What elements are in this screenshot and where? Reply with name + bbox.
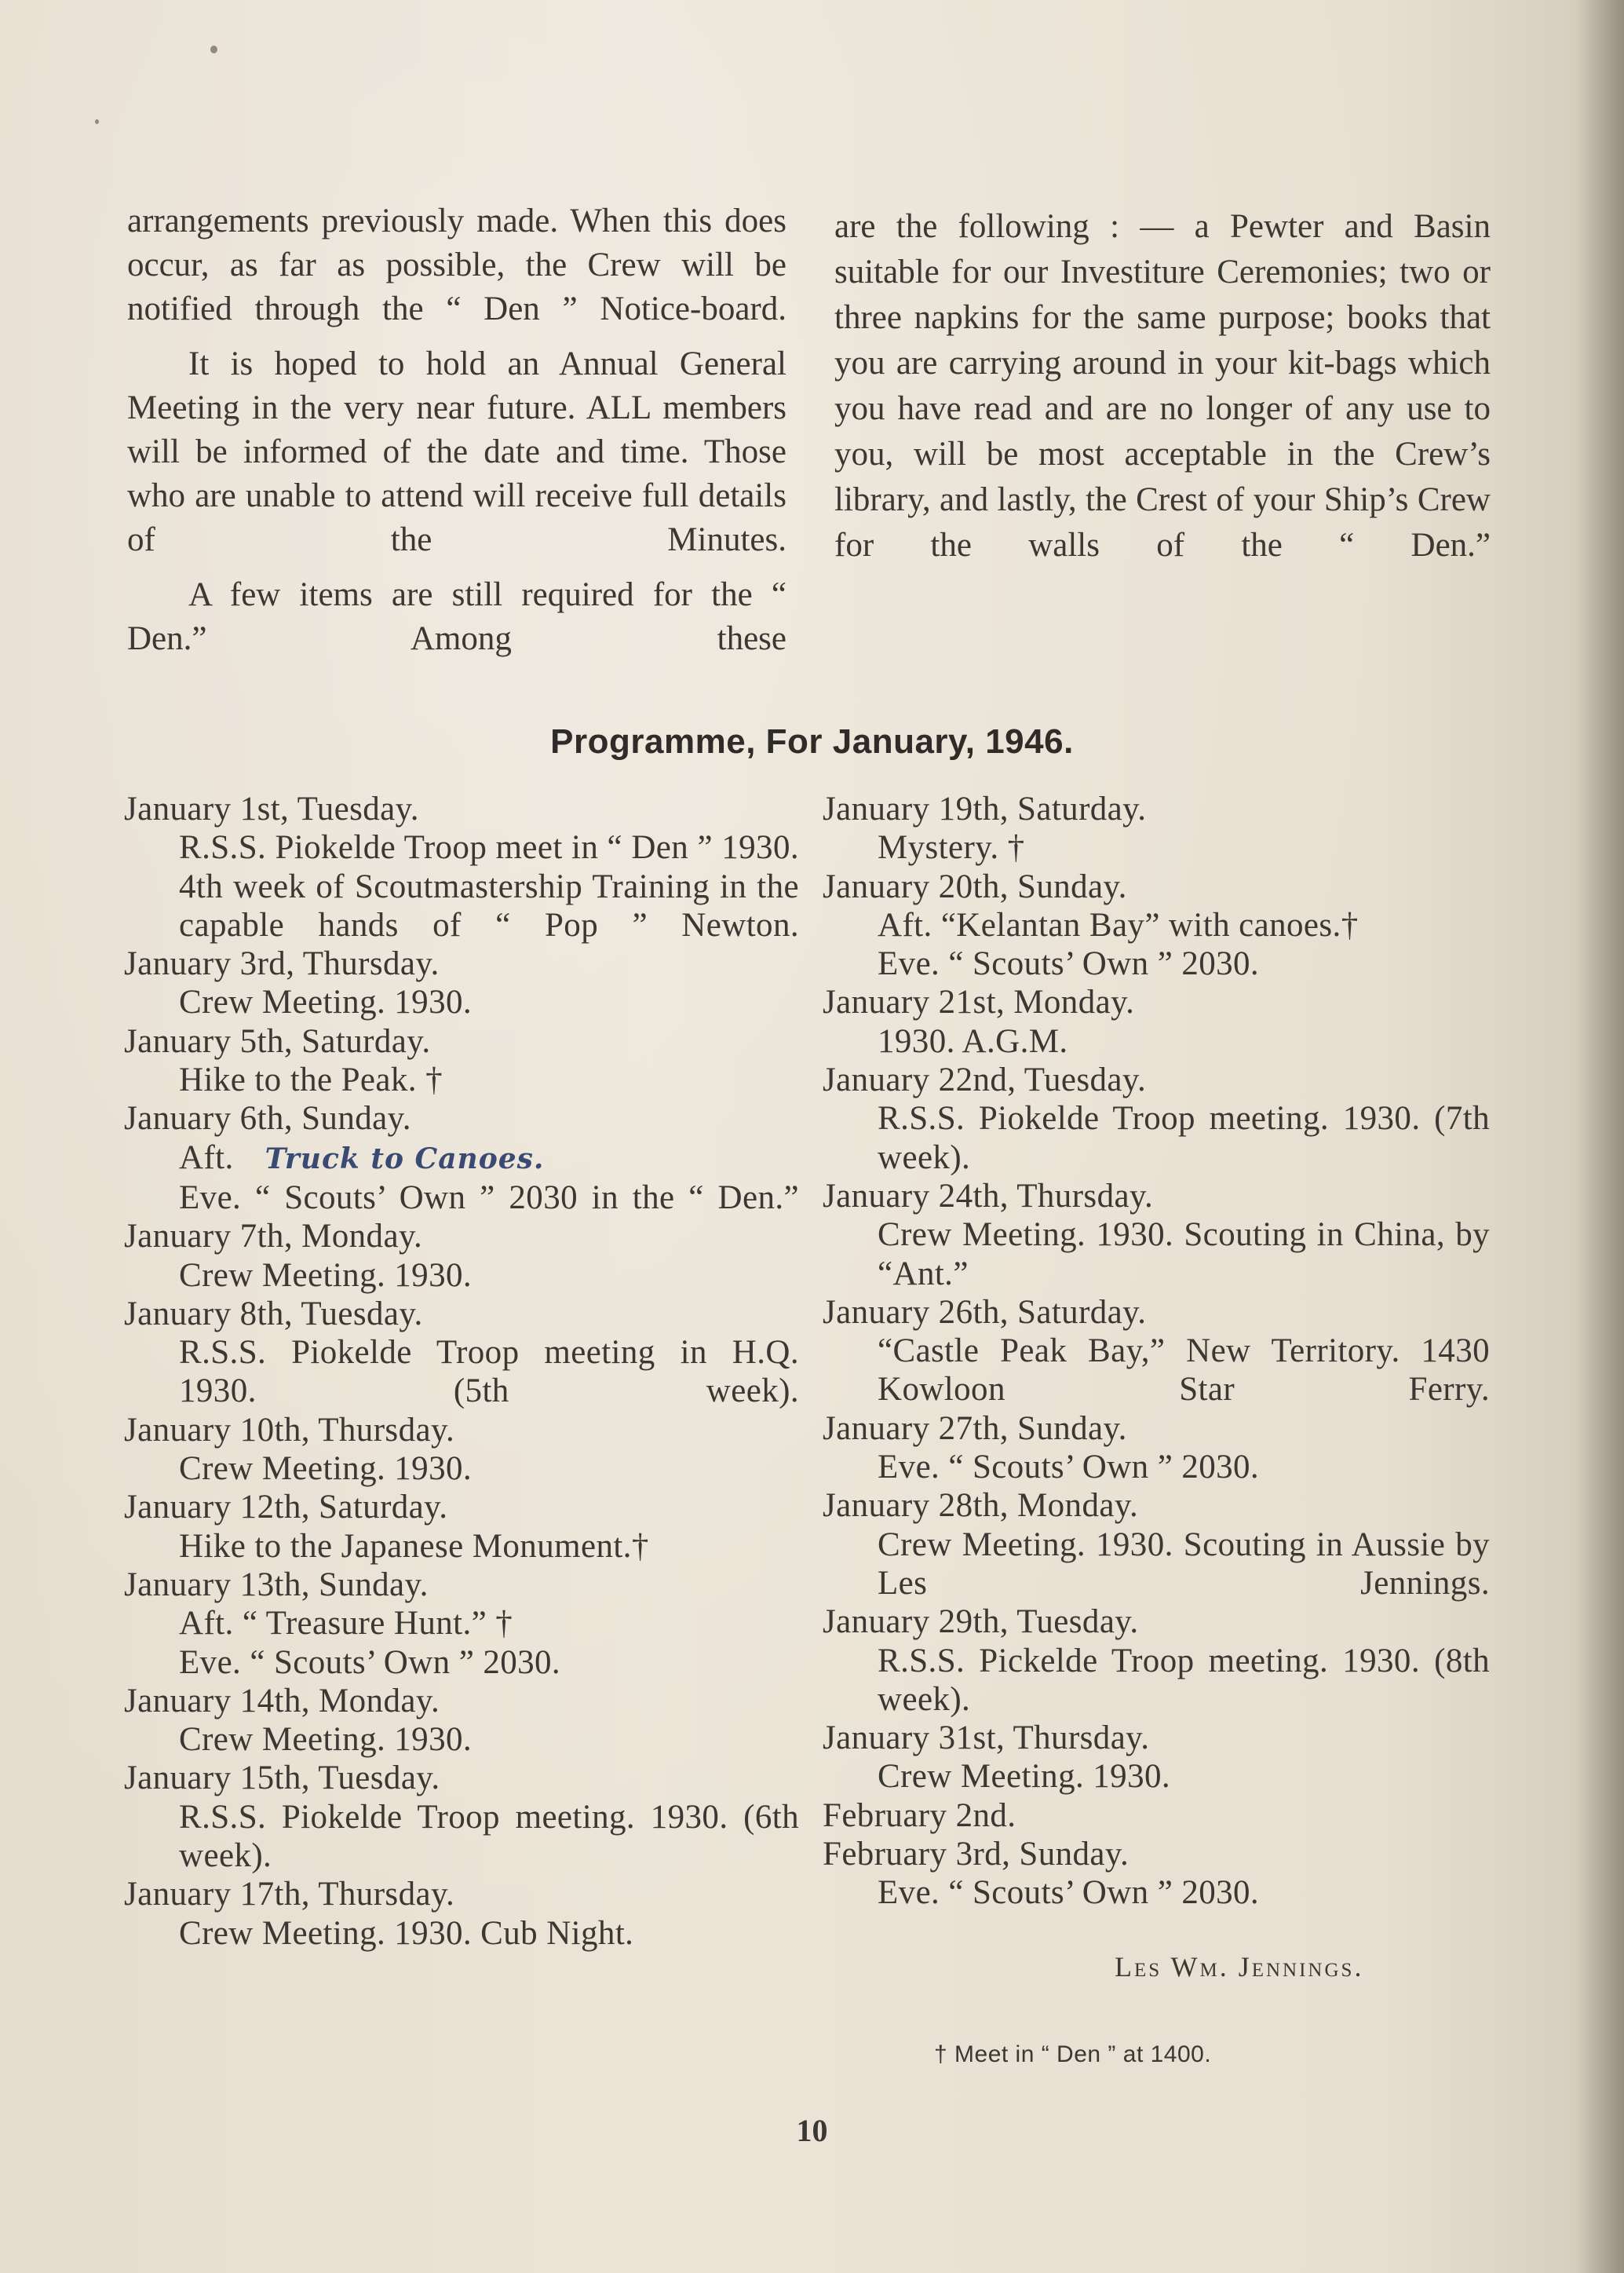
programme-entry [124, 1217, 799, 1295]
entry-detail: Eve. “ Scouts’ Own ” 2030. [179, 1643, 561, 1681]
entry-detail: Aft. Truck to Canoes. [179, 1138, 545, 1176]
programme-entry [823, 983, 1490, 1061]
entry-date: January 10th, Thursday. [124, 1411, 455, 1449]
programme-entry [124, 1488, 799, 1566]
entry-detail: R.S.S. Piokelde Troop meeting. 1930. (6th week). [179, 1798, 799, 1875]
programme-right-column [823, 790, 1490, 1913]
entry-detail: Eve. “ Scouts’ Own ” 2030 in the “ Den.” [179, 1179, 799, 1216]
entry-date: January 31st, Thursday. [823, 1719, 1150, 1757]
entry-detail: Mystery. † [878, 829, 1025, 867]
programme-entry [124, 945, 799, 1022]
programme-entry [124, 1759, 799, 1875]
programme-entry [823, 1177, 1490, 1293]
footnote: † Meet in “ Den ” at 1400. [934, 2041, 1212, 2067]
paper-speck [210, 46, 217, 53]
programme-entry [124, 1566, 799, 1682]
paper-speck [95, 119, 99, 124]
entry-detail: 4th week of Scoutmastership Training in the capable hands of “ Pop ” Newton. [179, 868, 799, 944]
author-signature: Les Wm. Jennings. [1115, 1951, 1364, 1982]
entry-detail: R.S.S. Pickelde Troop meeting. 1930. (8th week). [878, 1642, 1490, 1718]
entry-detail: Eve. “ Scouts’ Own ” 2030. [878, 945, 1260, 983]
entry-detail: Eve. “ Scouts’ Own ” 2030. [878, 1874, 1260, 1912]
entry-date: January 8th, Tuesday. [124, 1295, 423, 1332]
entry-date: January 28th, Monday. [823, 1487, 1139, 1525]
entry-detail: Crew Meeting. 1930. Cub Night. [179, 1914, 634, 1952]
entry-detail: Crew Meeting. 1930. [179, 1721, 473, 1759]
entry-date: January 12th, Saturday. [124, 1489, 448, 1526]
entry-detail: 1930. A.G.M. [878, 1022, 1068, 1060]
entry-date: January 24th, Thursday. [823, 1177, 1154, 1215]
intro-paragraph: are the following : — a Pewter and Basin suitable for our Investiture Ceremonies; two or three napkins for the same purpose; books that you are carrying around in your kit-bags which you have read and are no longer of any use to you, will be most acceptable in the Crew’s library, and lastly, the Crest of your Ship’s Crew for the walls of the “ Den.” [834, 208, 1491, 564]
programme-entry [823, 1061, 1490, 1177]
page-number: 10 [796, 2113, 828, 2148]
entry-date: January 15th, Tuesday. [124, 1760, 440, 1797]
entry-date: January 1st, Tuesday. [124, 791, 419, 828]
intro-paragraph: arrangements previously made. When this does occur, as far as possible, the Crew will be notified through the “ Den ” Notice-board. [127, 203, 786, 327]
programme-entry [823, 1602, 1490, 1719]
programme-heading: Programme, For January, 1946. [550, 722, 1074, 761]
programme-entry [823, 1409, 1490, 1487]
entry-detail: R.S.S. Piokelde Troop meeting in H.Q. 1930. (5th week). [179, 1334, 799, 1410]
handwritten-note: Truck to Canoes. [265, 1142, 545, 1175]
entry-detail: Aft. “Kelantan Bay” with canoes.† [878, 906, 1359, 944]
entry-detail: R.S.S. Piokelde Troop meeting. 1930. (7th week). [878, 1100, 1490, 1176]
entry-detail: Hike to the Japanese Monument.† [179, 1527, 649, 1565]
entry-date: January 6th, Sunday. [124, 1100, 411, 1138]
entry-date: January 17th, Thursday. [124, 1876, 455, 1913]
entry-detail: “Castle Peak Bay,” New Territory. 1430 Kowloon Star Ferry. [878, 1332, 1490, 1409]
entry-detail: R.S.S. Piokelde Troop meet in “ Den ” 1930. [179, 829, 799, 867]
programme-entry [823, 868, 1490, 984]
entry-date: January 26th, Saturday. [823, 1293, 1147, 1331]
programme-entry [124, 790, 799, 945]
programme-entry [124, 1682, 799, 1760]
programme-entry [124, 1295, 799, 1411]
intro-right-column [834, 204, 1491, 579]
entry-detail: Aft. “ Treasure Hunt.” † [179, 1605, 513, 1643]
programme-entry [823, 1486, 1490, 1602]
entry-date: February 2nd. [823, 1796, 1016, 1834]
entry-date: January 5th, Saturday. [124, 1022, 431, 1060]
entry-date: January 20th, Sunday. [823, 868, 1127, 905]
intro-paragraph: It is hoped to hold an Annual General Meeting in the very near future. ALL members will be informed of the date and time. Those who are unable to attend will receive full details of the Minutes. [127, 345, 786, 558]
entry-date: January 13th, Sunday. [124, 1566, 429, 1603]
intro-paragraph: A few items are still required for the “ Den.” Among these [127, 576, 786, 657]
entry-date: January 14th, Monday. [124, 1682, 440, 1719]
programme-entry [124, 1099, 799, 1217]
programme-entry [124, 1022, 799, 1100]
spine-shadow [1577, 0, 1624, 2273]
entry-detail: Crew Meeting. 1930. [179, 1450, 473, 1488]
entry-date: January 7th, Monday. [124, 1218, 423, 1255]
programme-entry [823, 1719, 1490, 1796]
intro-left-column [127, 199, 786, 672]
programme-entry [823, 1293, 1490, 1409]
programme-entry [124, 1411, 799, 1489]
programme-entry [823, 790, 1490, 868]
entry-detail: Crew Meeting. 1930. Scouting in Aussie by Les Jennings. [878, 1526, 1490, 1602]
programme-left-column [124, 790, 799, 1953]
programme-entry [823, 1796, 1490, 1835]
entry-detail: Crew Meeting. 1930. Scouting in China, by “Ant.” [878, 1216, 1490, 1292]
entry-date: February 3rd, Sunday. [823, 1836, 1130, 1873]
entry-date: January 22nd, Tuesday. [823, 1062, 1147, 1099]
programme-entry [124, 1875, 799, 1953]
entry-date: January 27th, Sunday. [823, 1409, 1127, 1447]
entry-detail: Crew Meeting. 1930. [179, 984, 473, 1021]
entry-detail: Eve. “ Scouts’ Own ” 2030. [878, 1449, 1260, 1486]
entry-detail: Crew Meeting. 1930. [878, 1758, 1171, 1796]
entry-date: January 29th, Tuesday. [823, 1603, 1139, 1641]
programme-entry [823, 1835, 1490, 1913]
entry-date: January 3rd, Thursday. [124, 945, 440, 983]
entry-date: January 19th, Saturday. [823, 791, 1147, 828]
entry-detail: Hike to the Peak. † [179, 1062, 443, 1099]
entry-date: January 21st, Monday. [823, 984, 1135, 1021]
entry-detail: Crew Meeting. 1930. [179, 1256, 473, 1294]
